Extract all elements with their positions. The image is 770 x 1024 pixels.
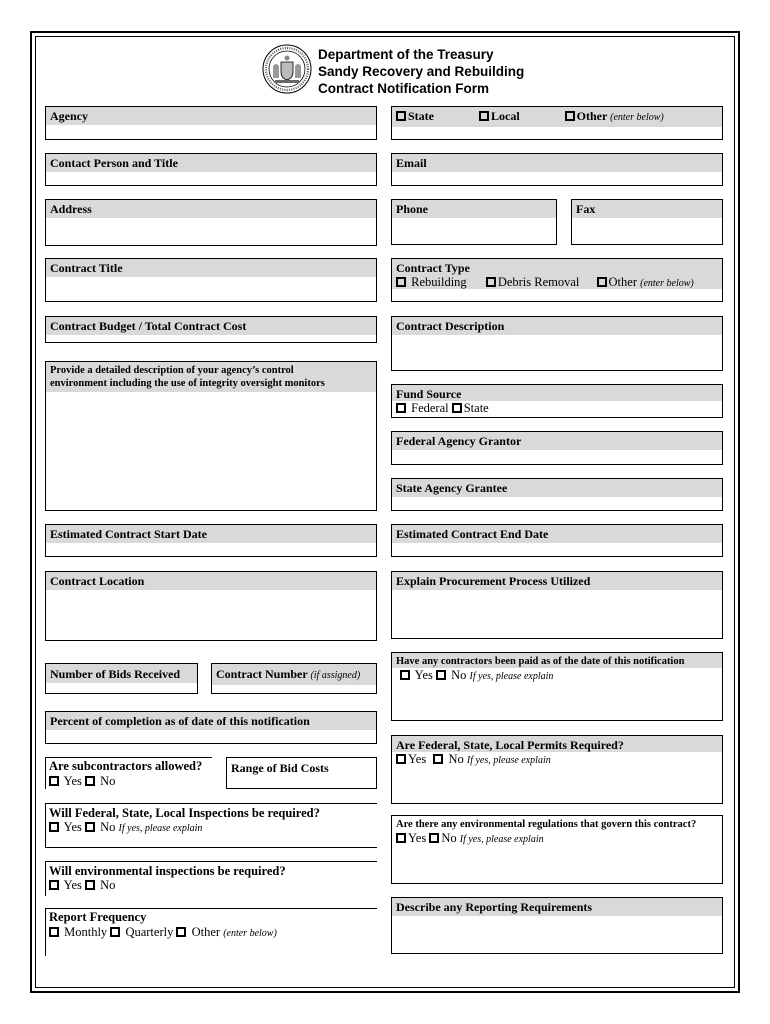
checkbox-monthly[interactable]	[49, 925, 107, 939]
report-frequency-options	[45, 925, 281, 941]
email-label: Email	[392, 154, 722, 172]
rebuilding-label: Rebuilding	[411, 275, 467, 289]
env-regs-no-label: No	[441, 831, 457, 845]
fund-source-options	[392, 401, 722, 416]
inspections-yes-label: Yes	[63, 820, 82, 834]
checkbox-rebuilding[interactable]	[396, 275, 467, 289]
state-agency-grantee-label: State Agency Grantee	[392, 479, 722, 497]
checkbox-paid-yes[interactable]	[400, 668, 433, 682]
contract-type-header	[392, 259, 722, 289]
inspections-hint: If yes, please explain	[118, 823, 203, 834]
phone-label: Phone	[392, 200, 556, 218]
agency-field[interactable]	[45, 106, 377, 140]
nj-state-seal-icon	[262, 44, 312, 94]
inspections-required-label: Will Federal, State, Local Inspections be required?	[49, 806, 320, 820]
email-field[interactable]	[391, 153, 723, 186]
fund-source-field[interactable]	[391, 384, 723, 418]
contact-person-label: Contact Person and Title	[46, 154, 376, 172]
contract-title-label: Contract Title	[46, 259, 376, 277]
checkbox-icon	[396, 833, 406, 843]
federal-agency-grantor-field[interactable]	[391, 431, 723, 465]
checkbox-icon	[479, 111, 489, 121]
checkbox-icon	[176, 927, 186, 937]
control-environment-label	[46, 362, 376, 392]
contract-budget-label: Contract Budget / Total Contract Cost	[46, 317, 376, 335]
subcontractors-options	[45, 774, 119, 789]
contract-description-label: Contract Description	[392, 317, 722, 335]
contract-end-date-field[interactable]	[391, 524, 723, 557]
bid-range-field[interactable]	[226, 757, 377, 789]
env-inspections-yes-label: Yes	[63, 878, 82, 892]
fund-source-label: Fund Source	[392, 385, 722, 401]
checkbox-icon	[429, 833, 439, 843]
federal-label: Federal	[411, 401, 449, 415]
checkbox-quarterly[interactable]	[110, 925, 173, 939]
checkbox-contract-type-other[interactable]	[597, 275, 694, 289]
contract-start-date-label: Estimated Contract Start Date	[46, 525, 376, 543]
permits-required-field[interactable]	[391, 735, 723, 804]
reporting-requirements-label: Describe any Reporting Requirements	[392, 898, 722, 916]
bid-range-label: Range of Bid Costs	[227, 758, 376, 777]
checkbox-icon	[85, 880, 95, 890]
permits-no-label: No	[448, 752, 464, 766]
contract-location-field[interactable]	[45, 571, 377, 641]
contract-type-label: Contract Type	[396, 261, 470, 275]
checkbox-icon	[452, 403, 462, 413]
contract-type-options	[396, 275, 718, 291]
contract-budget-field[interactable]	[45, 316, 377, 343]
checkbox-icon	[597, 277, 607, 287]
contract-location-label: Contract Location	[46, 572, 376, 590]
report-frequency-label: Report Frequency	[49, 910, 147, 924]
checkbox-env-inspections-yes[interactable]	[49, 878, 82, 892]
procurement-process-field[interactable]	[391, 571, 723, 639]
permits-yes-label: Yes	[408, 752, 427, 766]
checkbox-icon	[486, 277, 496, 287]
percent-completion-field[interactable]	[45, 711, 377, 744]
procurement-process-label: Explain Procurement Process Utilized	[392, 572, 722, 590]
checkbox-state[interactable]	[396, 109, 434, 123]
contract-start-date-field[interactable]	[45, 524, 377, 557]
checkbox-inspections-no[interactable]	[85, 820, 115, 834]
checkbox-icon	[396, 277, 406, 287]
checkbox-icon	[49, 776, 59, 786]
checkbox-icon	[565, 111, 575, 121]
monthly-label: Monthly	[64, 925, 108, 939]
contract-number-header	[212, 664, 376, 685]
contact-person-field[interactable]	[45, 153, 377, 186]
checkbox-subcontractors-yes[interactable]	[49, 774, 82, 788]
percent-completion-label: Percent of completion as of date of this notification	[46, 712, 376, 730]
fax-label: Fax	[572, 200, 722, 218]
contract-type-other-label: Other	[608, 275, 637, 289]
contract-title-field[interactable]	[45, 258, 377, 302]
other-hint: (enter below)	[610, 112, 664, 123]
env-regs-yes-label: Yes	[408, 831, 427, 845]
checkbox-icon	[396, 403, 406, 413]
environmental-inspections-options	[45, 878, 119, 893]
environmental-regulations-field[interactable]	[391, 815, 723, 884]
contract-type-field[interactable]	[391, 258, 723, 302]
address-field[interactable]	[45, 199, 377, 246]
environmental-regulations-label: Are there any environmental regulations that govern this contract?	[392, 816, 722, 831]
checkbox-subcontractors-no[interactable]	[85, 774, 115, 788]
checkbox-env-regs-yes[interactable]	[396, 831, 426, 845]
environmental-inspections-label: Will environmental inspections be required?	[49, 864, 286, 878]
checkbox-icon	[433, 754, 443, 764]
checkbox-permits-no[interactable]	[433, 752, 463, 766]
checkbox-paid-no[interactable]	[436, 668, 466, 682]
checkbox-federal[interactable]	[396, 401, 449, 415]
checkbox-env-inspections-no[interactable]	[85, 878, 115, 892]
checkbox-local[interactable]	[479, 109, 520, 123]
paid-no-label: No	[451, 668, 467, 682]
checkbox-icon	[110, 927, 120, 937]
contract-number-label: Contract Number	[216, 667, 308, 681]
checkbox-report-other[interactable]	[176, 925, 276, 939]
subcontractors-yes-label: Yes	[63, 774, 82, 788]
contract-end-date-label: Estimated Contract End Date	[392, 525, 722, 543]
agency-type-field[interactable]	[391, 106, 723, 140]
contractors-paid-label: Have any contractors been paid as of the date of this notification	[392, 653, 722, 668]
federal-agency-grantor-label: Federal Agency Grantor	[392, 432, 722, 450]
number-of-bids-label: Number of Bids Received	[46, 664, 197, 683]
checkbox-icon	[436, 670, 446, 680]
checkbox-other[interactable]	[565, 109, 664, 123]
permits-options	[392, 752, 722, 768]
checkbox-icon	[49, 880, 59, 890]
number-of-bids-field[interactable]	[45, 663, 198, 694]
fund-state-label: State	[463, 401, 489, 415]
env-inspections-no-label: No	[100, 878, 116, 892]
agency-label: Agency	[46, 107, 376, 125]
checkbox-icon	[49, 927, 59, 937]
control-environment-label-line1: Provide a detailed description of your agency’s control	[50, 365, 294, 376]
phone-field[interactable]	[391, 199, 557, 245]
checkbox-permits-yes[interactable]	[396, 752, 426, 766]
checkbox-icon	[396, 754, 406, 764]
fax-field[interactable]	[571, 199, 723, 245]
environmental-regulations-options	[392, 831, 722, 847]
title-department: Department of the Treasury	[318, 47, 494, 62]
form-title	[318, 46, 524, 97]
checkbox-env-regs-no[interactable]	[429, 831, 456, 845]
subcontractors-allowed-label: Are subcontractors allowed?	[49, 759, 203, 773]
title-form-name: Contract Notification Form	[318, 81, 489, 96]
checkbox-inspections-yes[interactable]	[49, 820, 82, 834]
contract-number-field[interactable]	[211, 663, 377, 694]
agency-type-options	[392, 107, 722, 127]
checkbox-icon	[49, 822, 59, 832]
checkbox-icon	[85, 776, 95, 786]
checkbox-debris-removal[interactable]	[486, 275, 580, 289]
paid-yes-label: Yes	[414, 668, 433, 682]
control-environment-field[interactable]	[45, 361, 377, 511]
contract-type-other-hint: (enter below)	[640, 278, 694, 289]
state-agency-grantee-field[interactable]	[391, 478, 723, 511]
address-label: Address	[46, 200, 376, 218]
other-label: Other	[576, 109, 608, 123]
report-other-label: Other	[191, 925, 221, 939]
checkbox-fund-state[interactable]	[452, 401, 489, 415]
contract-description-field[interactable]	[391, 316, 723, 371]
debris-label: Debris Removal	[497, 275, 580, 289]
permits-hint: If yes, please explain	[466, 755, 551, 766]
report-other-hint: (enter below)	[223, 928, 277, 939]
permits-required-label: Are Federal, State, Local Permits Required?	[392, 736, 722, 752]
quarterly-label: Quarterly	[125, 925, 174, 939]
inspections-no-label: No	[100, 820, 116, 834]
contractors-paid-field[interactable]	[391, 652, 723, 721]
checkbox-icon	[396, 111, 406, 121]
contractors-paid-options	[392, 668, 722, 684]
checkbox-icon	[85, 822, 95, 832]
paid-hint: If yes, please explain	[469, 671, 554, 682]
contract-number-hint: (if assigned)	[310, 670, 361, 681]
reporting-requirements-field[interactable]	[391, 897, 723, 954]
local-label: Local	[491, 109, 520, 123]
checkbox-icon	[400, 670, 410, 680]
title-program: Sandy Recovery and Rebuilding	[318, 64, 525, 79]
state-label: State	[408, 109, 434, 123]
subcontractors-no-label: No	[100, 774, 116, 788]
env-regs-hint: If yes, please explain	[459, 834, 544, 845]
inspections-options	[45, 820, 206, 836]
control-environment-label-line2: environment including the use of integrity oversight monitors	[50, 378, 325, 389]
